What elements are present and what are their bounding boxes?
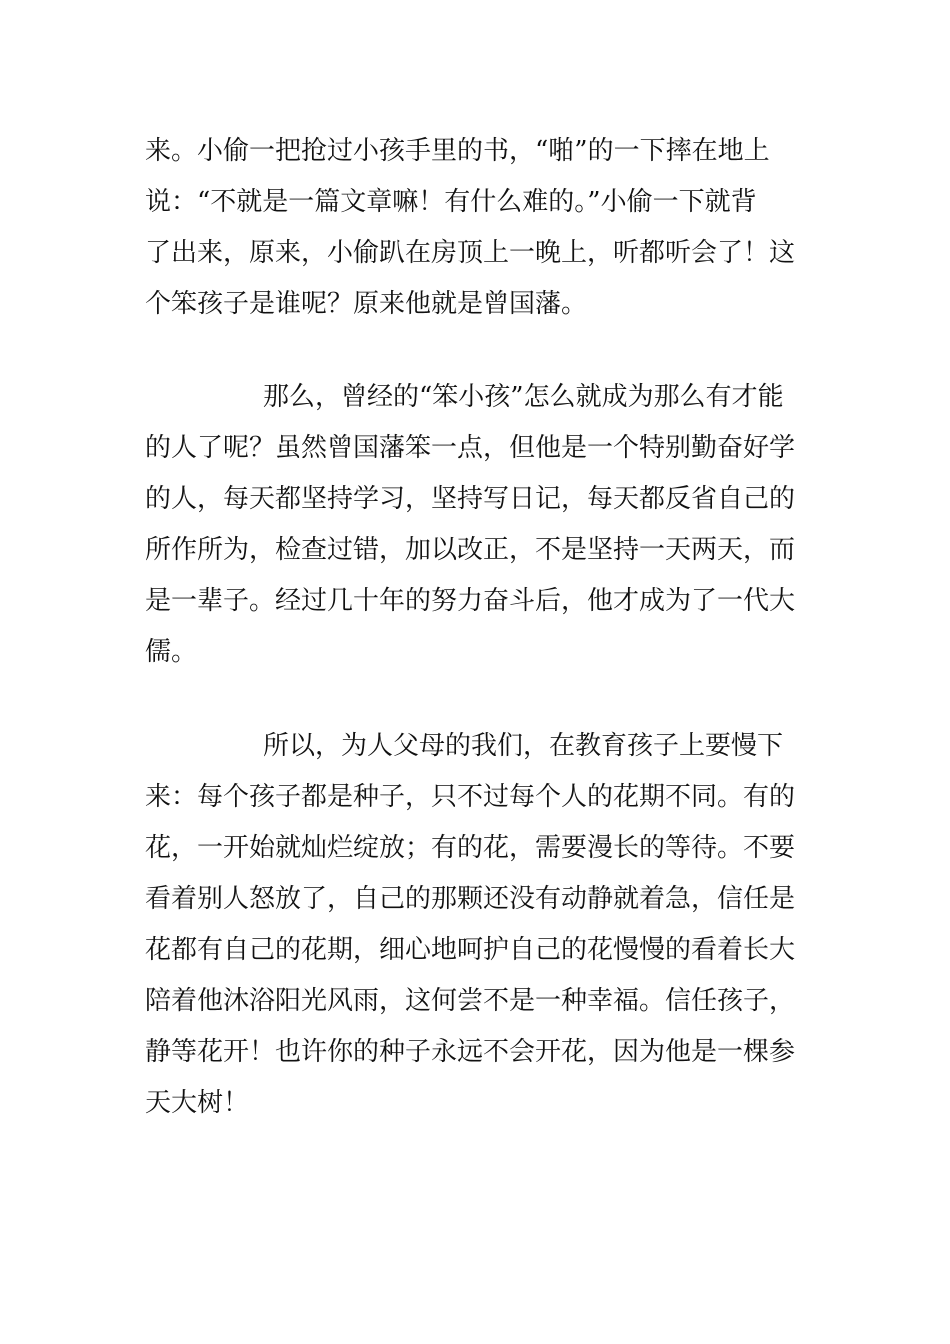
paragraph-line: 所以，为人父母的我们，在教育孩子上要慢下 <box>263 731 784 761</box>
paragraph-line: 花都有自己的花期，细心地呵护自己的花慢慢的看着长大 <box>145 935 796 965</box>
paragraph-1 <box>145 126 810 330</box>
paragraph-line: 来。小偷一把抢过小孩手里的书，“啪”的一下摔在地上 <box>145 136 770 166</box>
paragraph-line: 了出来，原来，小偷趴在房顶上一晚上，听都听会了！这 <box>145 238 796 268</box>
paragraph-line: 所作所为，检查过错，加以改正，不是坚持一天两天，而 <box>145 535 796 565</box>
paragraph-3 <box>145 721 810 1129</box>
paragraph-line: 花，一开始就灿烂绽放；有的花，需要漫长的等待。不要 <box>145 833 796 863</box>
paragraph-line: 儒。 <box>145 637 198 667</box>
paragraph-line: 的人，每天都坚持学习，坚持写日记，每天都反省自己的 <box>145 484 796 514</box>
paragraph-line: 看着别人怒放了，自己的那颗还没有动静就着急，信任是 <box>145 884 796 914</box>
paragraph-2 <box>145 372 810 678</box>
paragraph-line: 那么，曾经的“笨小孩”怎么就成为那么有才能 <box>263 382 784 412</box>
paragraph-line: 是一辈子。经过几十年的努力奋斗后，他才成为了一代大 <box>145 586 796 616</box>
paragraph-line: 的人了呢？虽然曾国藩笨一点，但他是一个特别勤奋好学 <box>145 433 796 463</box>
paragraph-line: 个笨孩子是谁呢？原来他就是曾国藩。 <box>145 289 588 319</box>
paragraph-line: 来：每个孩子都是种子，只不过每个人的花期不同。有的 <box>145 782 796 812</box>
paragraph-line: 说：“不就是一篇文章嘛！有什么难的。”小偷一下就背 <box>145 187 757 217</box>
paragraph-line: 静等花开！也许你的种子永远不会开花，因为他是一棵参 <box>145 1037 796 1067</box>
paragraph-line: 陪着他沐浴阳光风雨，这何尝不是一种幸福。信任孩子， <box>145 986 796 1016</box>
paragraph-line: 天大树！ <box>145 1088 250 1118</box>
